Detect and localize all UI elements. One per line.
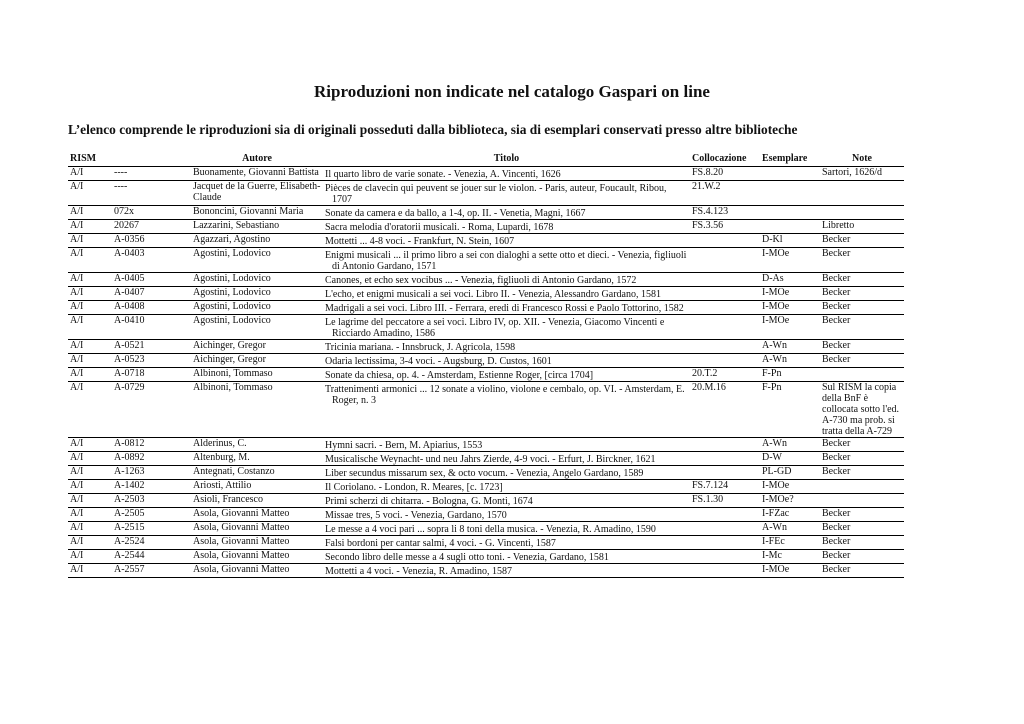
cell-esemplare: I-MOe bbox=[760, 480, 820, 494]
cell-note: Sartori, 1626/d bbox=[820, 167, 904, 181]
cell-rism: A-0521 bbox=[112, 340, 191, 354]
table-row bbox=[68, 340, 904, 354]
table-row bbox=[68, 234, 904, 248]
cell-series: A/I bbox=[68, 480, 112, 494]
cell-autore: Agostini, Lodovico bbox=[191, 315, 323, 340]
table-row bbox=[68, 354, 904, 368]
cell-note: Becker bbox=[820, 287, 904, 301]
cell-esemplare: A-Wn bbox=[760, 522, 820, 536]
cell-series: A/I bbox=[68, 234, 112, 248]
cell-series: A/I bbox=[68, 466, 112, 480]
cell-autore: Jacquet de la Guerre, Elisabeth-Claude bbox=[191, 181, 323, 206]
cell-titolo: Il Coriolano. - London, R. Meares, [c. 1723] bbox=[323, 480, 690, 494]
cell-series: A/I bbox=[68, 354, 112, 368]
cell-rism: A-0405 bbox=[112, 273, 191, 287]
cell-esemplare bbox=[760, 167, 820, 181]
cell-autore: Asola, Giovanni Matteo bbox=[191, 508, 323, 522]
cell-note: Becker bbox=[820, 248, 904, 273]
cell-collocazione bbox=[690, 273, 760, 287]
table-row bbox=[68, 301, 904, 315]
table-row bbox=[68, 466, 904, 480]
cell-collocazione bbox=[690, 452, 760, 466]
cell-collocazione bbox=[690, 536, 760, 550]
cell-series: A/I bbox=[68, 508, 112, 522]
cell-titolo: Trattenimenti armonici ... 12 sonate a violino, violone e cembalo, op. VI. - Amsterdam, E. Roger, n. 3 bbox=[323, 382, 690, 438]
table-body bbox=[68, 167, 904, 578]
cell-note: Becker bbox=[820, 452, 904, 466]
cell-titolo: Hymni sacri. - Bern, M. Apiarius, 1553 bbox=[323, 438, 690, 452]
table-row bbox=[68, 273, 904, 287]
cell-rism: A-0408 bbox=[112, 301, 191, 315]
cell-esemplare: A-Wn bbox=[760, 340, 820, 354]
cell-note: Becker bbox=[820, 340, 904, 354]
page-subtitle: L’elenco comprende le riproduzioni sia di originali posseduti dalla biblioteca, sia di esemplari conservati presso altre biblioteche bbox=[68, 122, 798, 137]
cell-rism: A-0812 bbox=[112, 438, 191, 452]
cell-note: Becker bbox=[820, 536, 904, 550]
cell-autore: Albinoni, Tommaso bbox=[191, 382, 323, 438]
cell-collocazione bbox=[690, 340, 760, 354]
cell-collocazione bbox=[690, 234, 760, 248]
cell-series: A/I bbox=[68, 536, 112, 550]
cell-note: Becker bbox=[820, 508, 904, 522]
table-row bbox=[68, 248, 904, 273]
cell-esemplare: I-MOe bbox=[760, 564, 820, 578]
cell-series: A/I bbox=[68, 167, 112, 181]
header-esemplare: Esemplare bbox=[760, 150, 820, 167]
cell-esemplare: PL-GD bbox=[760, 466, 820, 480]
cell-titolo: Mottetti ... 4-8 voci. - Frankfurt, N. Stein, 1607 bbox=[323, 234, 690, 248]
cell-series: A/I bbox=[68, 494, 112, 508]
cell-note: Becker bbox=[820, 564, 904, 578]
cell-rism: 20267 bbox=[112, 220, 191, 234]
cell-note: Becker bbox=[820, 550, 904, 564]
cell-collocazione bbox=[690, 466, 760, 480]
cell-autore: Buonamente, Giovanni Battista bbox=[191, 167, 323, 181]
table-row bbox=[68, 181, 904, 206]
cell-collocazione: FS.4.123 bbox=[690, 206, 760, 220]
cell-titolo: Missae tres, 5 voci. - Venezia, Gardano, 1570 bbox=[323, 508, 690, 522]
cell-titolo: Tricinia mariana. - Innsbruck, J. Agricola, 1598 bbox=[323, 340, 690, 354]
cell-autore: Asioli, Francesco bbox=[191, 494, 323, 508]
cell-series: A/I bbox=[68, 315, 112, 340]
cell-autore: Asola, Giovanni Matteo bbox=[191, 550, 323, 564]
header-note: Note bbox=[820, 150, 904, 167]
table-row bbox=[68, 220, 904, 234]
cell-rism: 072x bbox=[112, 206, 191, 220]
page-title: Riproduzioni non indicate nel catalogo Gaspari on line bbox=[314, 82, 710, 101]
cell-esemplare: D-W bbox=[760, 452, 820, 466]
cell-esemplare: D-As bbox=[760, 273, 820, 287]
table-row bbox=[68, 522, 904, 536]
cell-rism: A-2515 bbox=[112, 522, 191, 536]
cell-rism: A-0410 bbox=[112, 315, 191, 340]
cell-collocazione bbox=[690, 438, 760, 452]
cell-autore: Agostini, Lodovico bbox=[191, 273, 323, 287]
cell-collocazione bbox=[690, 508, 760, 522]
cell-series: A/I bbox=[68, 301, 112, 315]
cell-series: A/I bbox=[68, 248, 112, 273]
cell-collocazione: FS.7.124 bbox=[690, 480, 760, 494]
cell-note: Becker bbox=[820, 234, 904, 248]
cell-autore: Lazzarini, Sebastiano bbox=[191, 220, 323, 234]
cell-autore: Alderinus, C. bbox=[191, 438, 323, 452]
table-row bbox=[68, 438, 904, 452]
cell-rism: A-0523 bbox=[112, 354, 191, 368]
cell-esemplare: I-MOe bbox=[760, 248, 820, 273]
cell-series: A/I bbox=[68, 368, 112, 382]
cell-esemplare: F-Pn bbox=[760, 368, 820, 382]
header-autore: Autore bbox=[191, 150, 323, 167]
cell-note: Becker bbox=[820, 354, 904, 368]
cell-rism: A-2524 bbox=[112, 536, 191, 550]
cell-note bbox=[820, 206, 904, 220]
cell-esemplare: I-MOe? bbox=[760, 494, 820, 508]
cell-autore: Agostini, Lodovico bbox=[191, 248, 323, 273]
cell-titolo: Falsi bordoni per cantar salmi, 4 voci. - G. Vincenti, 1587 bbox=[323, 536, 690, 550]
cell-esemplare: D-Kl bbox=[760, 234, 820, 248]
cell-autore: Asola, Giovanni Matteo bbox=[191, 536, 323, 550]
cell-collocazione: FS.1.30 bbox=[690, 494, 760, 508]
cell-rism: A-0892 bbox=[112, 452, 191, 466]
cell-autore: Aichinger, Gregor bbox=[191, 340, 323, 354]
cell-esemplare: F-Pn bbox=[760, 382, 820, 438]
cell-autore: Agostini, Lodovico bbox=[191, 287, 323, 301]
cell-titolo: Secondo libro delle messe a 4 sugli otto toni. - Venezia, Gardano, 1581 bbox=[323, 550, 690, 564]
cell-esemplare bbox=[760, 220, 820, 234]
cell-collocazione bbox=[690, 550, 760, 564]
cell-titolo: Odaria lectissima, 3-4 voci. - Augsburg, D. Custos, 1601 bbox=[323, 354, 690, 368]
cell-note: Becker bbox=[820, 315, 904, 340]
cell-collocazione: FS.8.20 bbox=[690, 167, 760, 181]
cell-series: A/I bbox=[68, 438, 112, 452]
cell-collocazione bbox=[690, 287, 760, 301]
cell-titolo: Canones, et echo sex vocibus ... - Venezia, figliuoli di Antonio Gardano, 1572 bbox=[323, 273, 690, 287]
table-row bbox=[68, 382, 904, 438]
cell-esemplare: I-Mc bbox=[760, 550, 820, 564]
cell-series: A/I bbox=[68, 273, 112, 287]
cell-note: Becker bbox=[820, 522, 904, 536]
cell-collocazione: 20.M.16 bbox=[690, 382, 760, 438]
cell-rism: A-2557 bbox=[112, 564, 191, 578]
cell-titolo: Madrigali a sei voci. Libro III. - Ferrara, eredi di Francesco Rossi e Paolo Tottorino, 1582 bbox=[323, 301, 690, 315]
table-row bbox=[68, 494, 904, 508]
cell-collocazione: FS.3.56 bbox=[690, 220, 760, 234]
table-row bbox=[68, 287, 904, 301]
cell-collocazione bbox=[690, 354, 760, 368]
cell-note bbox=[820, 181, 904, 206]
cell-rism: A-0356 bbox=[112, 234, 191, 248]
cell-series: A/I bbox=[68, 181, 112, 206]
cell-titolo: L'echo, et enigmi musicali a sei voci. Libro II. - Venezia, Alessandro Gardano, 1581 bbox=[323, 287, 690, 301]
cell-note: Becker bbox=[820, 273, 904, 287]
cell-esemplare: I-FZac bbox=[760, 508, 820, 522]
cell-rism: A-0718 bbox=[112, 368, 191, 382]
cell-note bbox=[820, 368, 904, 382]
cell-titolo: Sonate da chiesa, op. 4. - Amsterdam, Estienne Roger, [circa 1704] bbox=[323, 368, 690, 382]
cell-note: Sul RISM la copia della BnF è collocata sotto l'ed. A-730 ma prob. si tratta della A-729 bbox=[820, 382, 904, 438]
cell-series: A/I bbox=[68, 206, 112, 220]
cell-esemplare: A-Wn bbox=[760, 354, 820, 368]
cell-rism: ---- bbox=[112, 167, 191, 181]
cell-titolo: Liber secundus missarum sex, & octo vocum. - Venezia, Angelo Gardano, 1589 bbox=[323, 466, 690, 480]
table-row bbox=[68, 564, 904, 578]
cell-autore: Agostini, Lodovico bbox=[191, 301, 323, 315]
cell-collocazione bbox=[690, 315, 760, 340]
cell-esemplare bbox=[760, 181, 820, 206]
cell-esemplare: A-Wn bbox=[760, 438, 820, 452]
cell-collocazione bbox=[690, 248, 760, 273]
cell-autore: Antegnati, Costanzo bbox=[191, 466, 323, 480]
cell-titolo: Le messe a 4 voci pari ... sopra li 8 toni della musica. - Venezia, R. Amadino, 1590 bbox=[323, 522, 690, 536]
cell-titolo: Pièces de clavecin qui peuvent se jouer sur le violon. - Paris, auteur, Foucault, Ribou, 1707 bbox=[323, 181, 690, 206]
cell-note: Becker bbox=[820, 438, 904, 452]
table-row bbox=[68, 452, 904, 466]
cell-series: A/I bbox=[68, 522, 112, 536]
table-row bbox=[68, 536, 904, 550]
table-row bbox=[68, 550, 904, 564]
cell-rism: ---- bbox=[112, 181, 191, 206]
table-row bbox=[68, 167, 904, 181]
cell-titolo: Mottetti a 4 voci. - Venezia, R. Amadino, 1587 bbox=[323, 564, 690, 578]
cell-series: A/I bbox=[68, 452, 112, 466]
cell-collocazione bbox=[690, 301, 760, 315]
cell-autore: Asola, Giovanni Matteo bbox=[191, 564, 323, 578]
cell-rism: A-0403 bbox=[112, 248, 191, 273]
cell-esemplare: I-FEc bbox=[760, 536, 820, 550]
cell-note: Libretto bbox=[820, 220, 904, 234]
cell-collocazione: 21.W.2 bbox=[690, 181, 760, 206]
cell-collocazione bbox=[690, 564, 760, 578]
cell-series: A/I bbox=[68, 550, 112, 564]
cell-esemplare: I-MOe bbox=[760, 301, 820, 315]
cell-rism: A-2544 bbox=[112, 550, 191, 564]
cell-series: A/I bbox=[68, 382, 112, 438]
table-row bbox=[68, 315, 904, 340]
cell-collocazione: 20.T.2 bbox=[690, 368, 760, 382]
table-header-row bbox=[68, 150, 904, 167]
cell-series: A/I bbox=[68, 564, 112, 578]
cell-note: Becker bbox=[820, 301, 904, 315]
cell-rism: A-0729 bbox=[112, 382, 191, 438]
cell-esemplare bbox=[760, 206, 820, 220]
cell-rism: A-1263 bbox=[112, 466, 191, 480]
cell-autore: Agazzari, Agostino bbox=[191, 234, 323, 248]
cell-titolo: Musicalische Weynacht- und neu Jahrs Zierde, 4-9 voci. - Erfurt, J. Birckner, 1621 bbox=[323, 452, 690, 466]
cell-rism: A-2505 bbox=[112, 508, 191, 522]
table-row bbox=[68, 368, 904, 382]
cell-note bbox=[820, 480, 904, 494]
cell-series: A/I bbox=[68, 340, 112, 354]
cell-esemplare: I-MOe bbox=[760, 287, 820, 301]
cell-autore: Ariosti, Attilio bbox=[191, 480, 323, 494]
cell-autore: Altenburg, M. bbox=[191, 452, 323, 466]
table-row bbox=[68, 508, 904, 522]
cell-titolo: Primi scherzi di chitarra. - Bologna, G. Monti, 1674 bbox=[323, 494, 690, 508]
header-rism: RISM bbox=[68, 150, 191, 167]
cell-titolo: Enigmi musicali ... il primo libro a sei con dialoghi a sette otto et dieci. - Venezia, figliuoli di Antonio Gardano, 1571 bbox=[323, 248, 690, 273]
catalog-table bbox=[68, 150, 904, 578]
cell-titolo: Le lagrime del peccatore a sei voci. Libro IV, op. XII. - Venezia, Giacomo Vincenti e Ricciardo Amadino, 1586 bbox=[323, 315, 690, 340]
cell-autore: Asola, Giovanni Matteo bbox=[191, 522, 323, 536]
cell-titolo: Sonate da camera e da ballo, a 1-4, op. II. - Venetia, Magni, 1667 bbox=[323, 206, 690, 220]
table-row bbox=[68, 206, 904, 220]
cell-autore: Aichinger, Gregor bbox=[191, 354, 323, 368]
cell-titolo: Il quarto libro de varie sonate. - Venezia, A. Vincenti, 1626 bbox=[323, 167, 690, 181]
cell-series: A/I bbox=[68, 220, 112, 234]
cell-titolo: Sacra melodia d'oratorii musicali. - Roma, Lupardi, 1678 bbox=[323, 220, 690, 234]
cell-rism: A-1402 bbox=[112, 480, 191, 494]
cell-rism: A-0407 bbox=[112, 287, 191, 301]
cell-rism: A-2503 bbox=[112, 494, 191, 508]
header-collocazione: Collocazione bbox=[690, 150, 760, 167]
cell-autore: Bononcini, Giovanni Maria bbox=[191, 206, 323, 220]
table-row bbox=[68, 480, 904, 494]
cell-esemplare: I-MOe bbox=[760, 315, 820, 340]
cell-series: A/I bbox=[68, 287, 112, 301]
cell-note bbox=[820, 494, 904, 508]
cell-collocazione bbox=[690, 522, 760, 536]
cell-note: Becker bbox=[820, 466, 904, 480]
header-titolo: Titolo bbox=[323, 150, 690, 167]
cell-autore: Albinoni, Tommaso bbox=[191, 368, 323, 382]
